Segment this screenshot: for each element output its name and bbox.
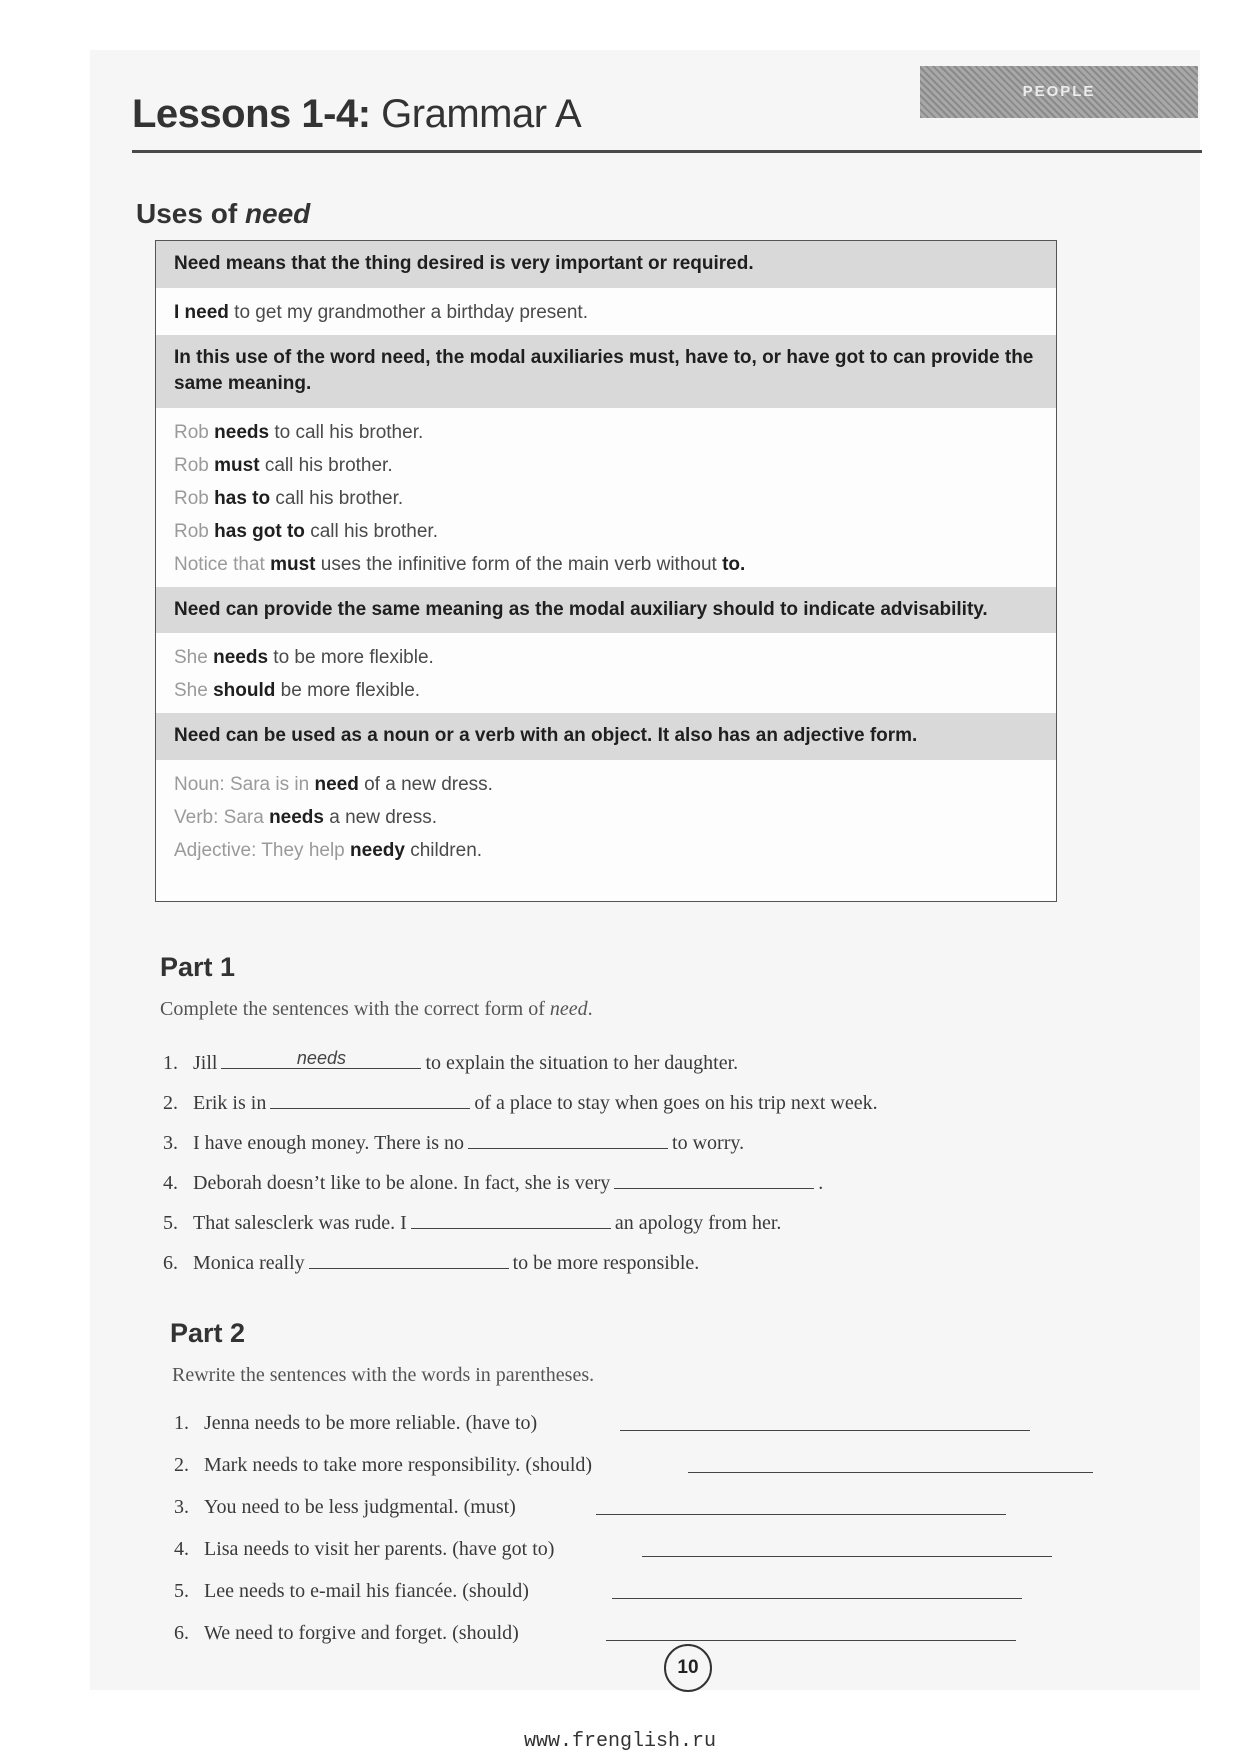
part1-item: 5. That salesclerk was rude. I an apology from her.: [163, 1208, 781, 1235]
example-line: She needs to be more flexible.: [174, 647, 434, 669]
example-line: She should be more flexible.: [174, 680, 421, 702]
part2-item: 6. We need to forgive and forget. (should): [174, 1622, 519, 1644]
part2-item: 5. Lee needs to e-mail his fiancée. (should): [174, 1580, 529, 1602]
page-title: [132, 92, 581, 137]
example-line: Verb: Sara needs a new dress.: [174, 806, 437, 828]
part1-instruction: Complete the sentences with the correct form of need.: [160, 998, 593, 1020]
rule-4: Need can be used as a noun or a verb with an object. It also has an adjective form.: [156, 713, 1056, 760]
answer-line[interactable]: [596, 1514, 1006, 1515]
grammar-box: [155, 240, 1057, 902]
example-line: Noun: Sara is in need of a new dress.: [174, 773, 493, 795]
answer-blank[interactable]: [309, 1248, 509, 1269]
part1-item: 6. Monica really to be more responsible.: [163, 1248, 699, 1275]
answer-blank[interactable]: [614, 1168, 814, 1189]
examples-3: [156, 633, 1056, 713]
part1-item: 2. Erik is in of a place to stay when goes on his trip next week.: [163, 1088, 878, 1115]
rule-3: Need can provide the same meaning as the modal auxiliary should to indicate advisability.: [156, 587, 1056, 634]
part1-item: 3. I have enough money. There is no to worry.: [163, 1128, 744, 1155]
section-title-word: need: [244, 198, 311, 229]
part2-item: 4. Lisa needs to visit her parents. (have got to): [174, 1538, 555, 1560]
example-line: I need to get my grandmother a birthday present.: [174, 301, 588, 323]
part1-item: 4. Deborah doesn’t like to be alone. In fact, she is very .: [163, 1168, 823, 1195]
examples-2: [156, 408, 1056, 587]
title-rule: [132, 150, 1202, 153]
examples-4: [156, 760, 1056, 873]
example-line: Rob has to call his brother.: [174, 487, 404, 509]
part2-title: Part 2: [170, 1318, 246, 1348]
answer-line[interactable]: [612, 1598, 1022, 1599]
answer-line[interactable]: [642, 1556, 1052, 1557]
part2-item: 2. Mark needs to take more responsibility. (should): [174, 1454, 593, 1476]
part1-item: 1. Jill needs to explain the situation to her daughter.: [163, 1048, 739, 1074]
example-line: Adjective: They help needy children.: [174, 839, 483, 861]
page-number: 10: [664, 1644, 712, 1692]
answer-blank[interactable]: [411, 1208, 611, 1229]
answer-blank[interactable]: needs: [221, 1048, 421, 1069]
rule-1: Need means that the thing desired is very important or required.: [156, 241, 1056, 288]
section-title: Uses of need: [136, 198, 311, 229]
answer-blank[interactable]: [270, 1088, 470, 1109]
footer-url: www.frenglish.ru: [523, 1730, 717, 1753]
rule-2: In this use of the word need, the modal auxiliaries must, have to, or have got to can provide the same meaning.: [156, 335, 1056, 408]
section-tag: PEOPLE: [920, 66, 1198, 118]
part2-instruction: Rewrite the sentences with the words in parentheses.: [172, 1364, 595, 1386]
part2-item: 1. Jenna needs to be more reliable. (have to): [174, 1412, 538, 1434]
answer-line[interactable]: [606, 1640, 1016, 1641]
example-line: Rob needs to call his brother.: [174, 421, 424, 443]
notice-line: Notice that must uses the infinitive form of the main verb without to.: [174, 553, 746, 575]
examples-1: [156, 288, 1056, 335]
title-lessons: Lessons 1-4:: [132, 92, 371, 136]
answer-blank[interactable]: [468, 1128, 668, 1149]
example-line: Rob has got to call his brother.: [174, 520, 438, 542]
part1-title: Part 1: [160, 952, 236, 982]
answer-line[interactable]: [688, 1472, 1093, 1473]
example-line: Rob must call his brother.: [174, 454, 393, 476]
title-grammar: Grammar A: [370, 92, 582, 136]
part2-item: 3. You need to be less judgmental. (must): [174, 1496, 516, 1518]
answer-line[interactable]: [620, 1430, 1030, 1431]
